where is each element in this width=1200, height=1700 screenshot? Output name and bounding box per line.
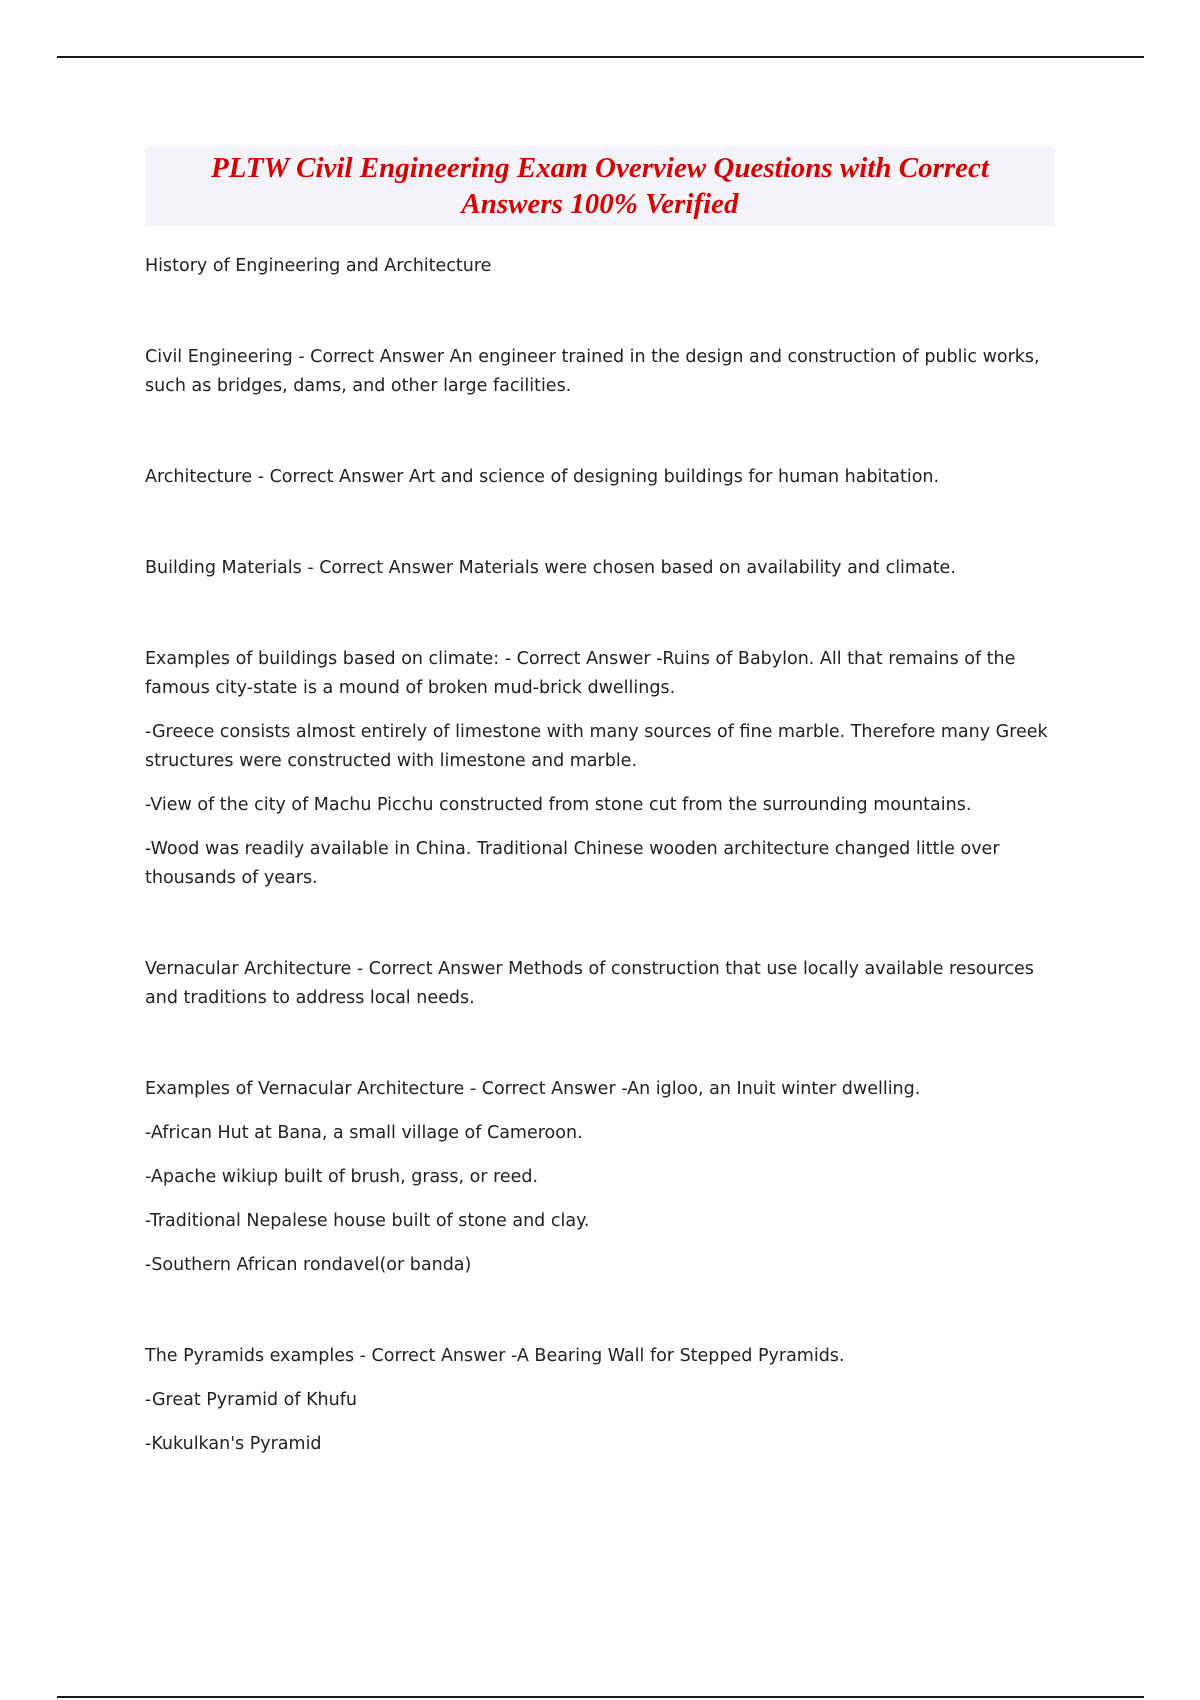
document-page <box>145 146 1055 1459</box>
entry-vernacular-examples <box>145 1075 1055 1280</box>
bottom-divider <box>57 1696 1144 1698</box>
title-line-2: Answers 100% Verified <box>461 188 739 220</box>
entry-paragraph: -Greece consists almost entirely of limestone with many sources of fine marble. Therefore many Greek structures were constructed with limestone and marble. <box>145 722 1048 771</box>
entry-paragraph: -Southern African rondavel(or banda) <box>145 1255 472 1275</box>
section-heading: History of Engineering and Architecture <box>145 256 492 276</box>
entry-paragraph: -View of the city of Machu Picchu constructed from stone cut from the surrounding mountains. <box>145 795 972 815</box>
entry-paragraph: -Traditional Nepalese house built of stone and clay. <box>145 1211 590 1231</box>
entry-paragraph: -African Hut at Bana, a small village of Cameroon. <box>145 1123 583 1143</box>
entry-paragraph: -Apache wikiup built of brush, grass, or reed. <box>145 1167 539 1187</box>
entry-paragraph: Vernacular Architecture - Correct Answer Methods of construction that use locally available resources and traditions to address local needs. <box>145 959 1034 1008</box>
entry-architecture <box>145 463 1055 492</box>
document-title <box>145 146 1055 226</box>
top-divider <box>57 56 1144 58</box>
entry-vernacular-architecture <box>145 955 1055 1013</box>
entry-pyramids-examples <box>145 1342 1055 1459</box>
entry-building-materials <box>145 554 1055 583</box>
entry-paragraph: The Pyramids examples - Correct Answer -A Bearing Wall for Stepped Pyramids. <box>145 1346 845 1366</box>
entry-paragraph: -Great Pyramid of Khufu <box>145 1390 357 1410</box>
entry-paragraph: -Kukulkan's Pyramid <box>145 1434 322 1454</box>
entry-paragraph: Civil Engineering - Correct Answer An engineer trained in the design and construction of public works, such as bridges, dams, and other large facilities. <box>145 347 1040 396</box>
entry-paragraph: Architecture - Correct Answer Art and science of designing buildings for human habitation. <box>145 467 940 487</box>
entry-paragraph: Examples of Vernacular Architecture - Correct Answer -An igloo, an Inuit winter dwelling. <box>145 1079 921 1099</box>
entry-paragraph: Examples of buildings based on climate: - Correct Answer -Ruins of Babylon. All that remains of the famous city-state is a mound of broken mud-brick dwellings. <box>145 649 1016 698</box>
entry-paragraph: -Wood was readily available in China. Traditional Chinese wooden architecture changed little over thousands of years. <box>145 839 1000 888</box>
entry-civil-engineering <box>145 343 1055 401</box>
entry-climate-examples <box>145 645 1055 893</box>
entry-paragraph: Building Materials - Correct Answer Materials were chosen based on availability and climate. <box>145 558 956 578</box>
title-line-1: PLTW Civil Engineering Exam Overview Questions with Correct <box>211 152 989 184</box>
